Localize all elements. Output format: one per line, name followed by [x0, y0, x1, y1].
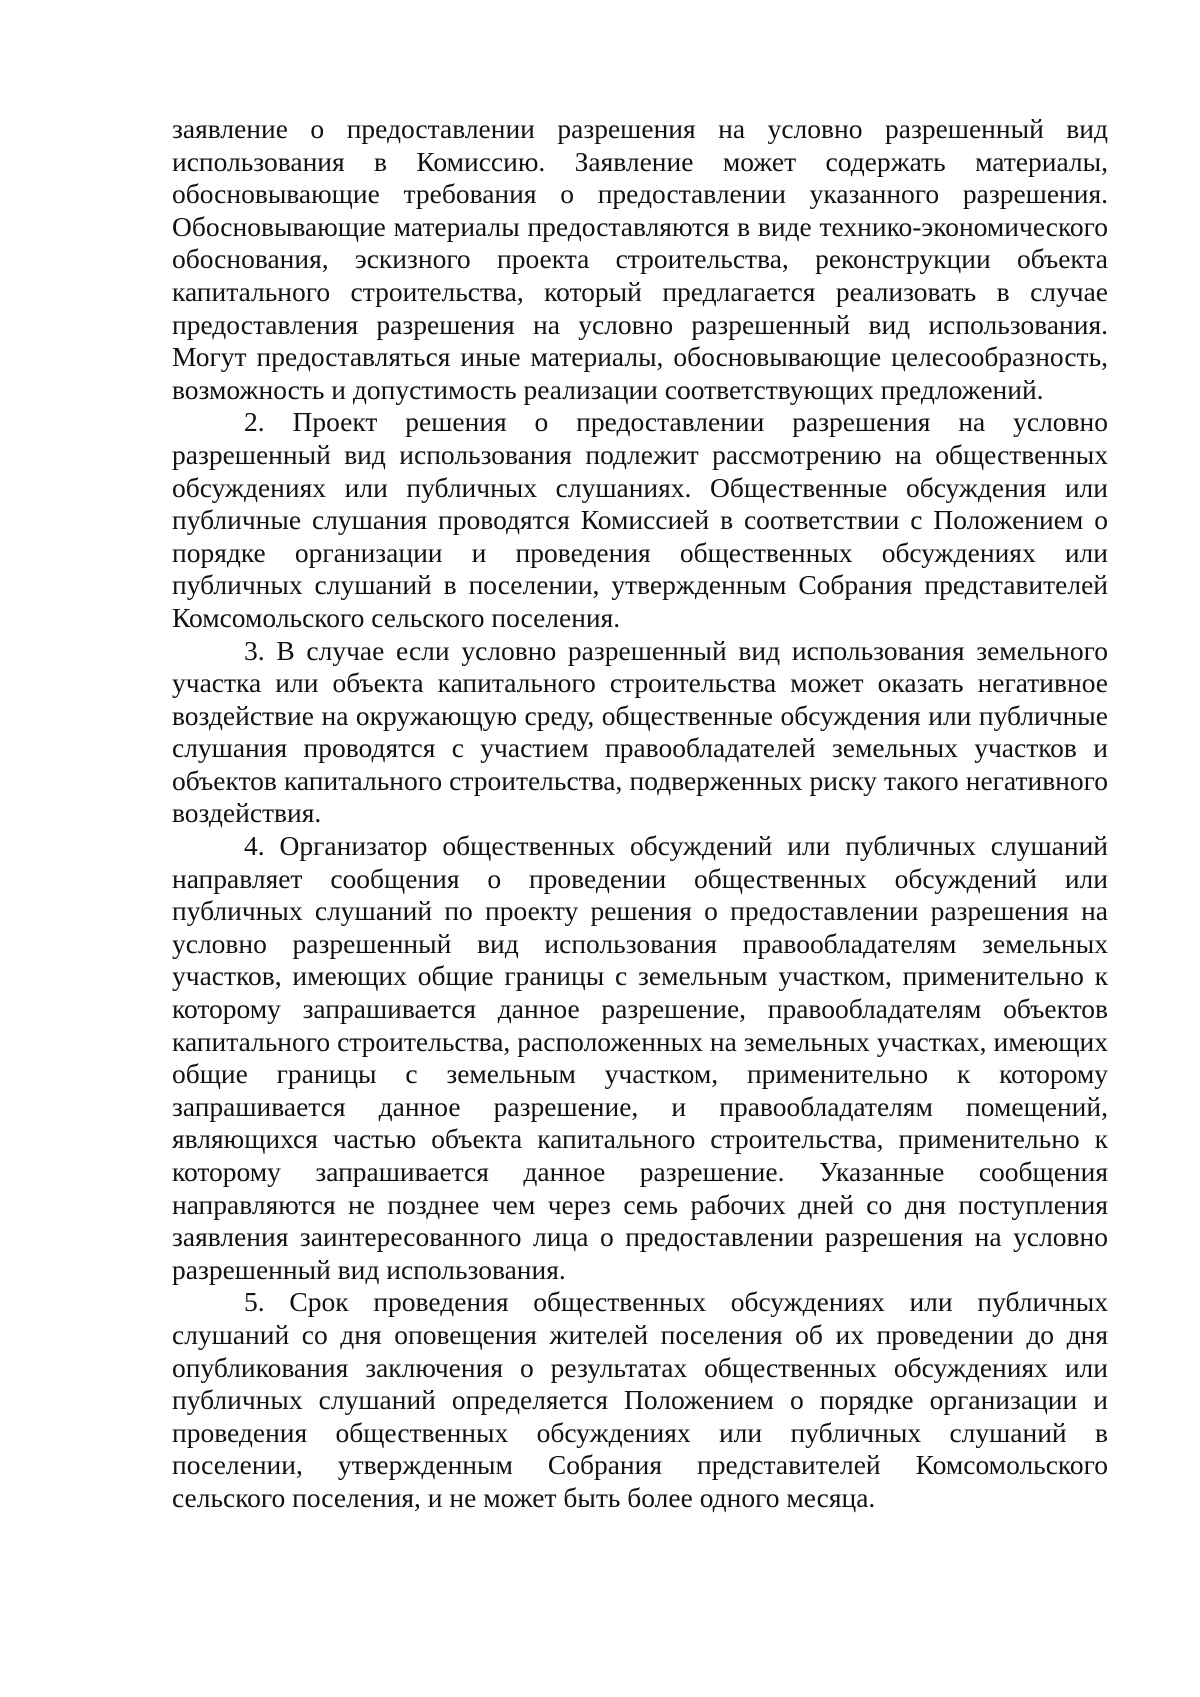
paragraph-item-5: 5. Срок проведения общественных обсуждениях или публичных слушаний со дня оповещения жителей поселения об их проведении до дня опубликования заключения о результатах общественных обсуждениях или публичных слушаний определяется Положением о порядке организации и проведения общественных обсуждениях или публичных слушаний в поселении, утвержденным Собрания представителей Комсомольского сельского поселения, и не может быть более одного месяца. [172, 1286, 1108, 1513]
paragraph-continuation: заявление о предоставлении разрешения на условно разрешенный вид использования в Комиссию. Заявление может содержать материалы, обосновывающие требования о предоставлении указанного разрешения. Обосновывающие материалы предоставляются в виде технико-экономического обоснования, эскизного проекта строительства, реконструкции объекта капитального строительства, который предлагается реализовать в случае предоставления разрешения на условно разрешенный вид использования. Могут предоставляться иные материалы, обосновывающие целесообразность, возможность и допустимость реализации соответствующих предложений. [172, 113, 1108, 405]
document-body [172, 113, 1108, 1515]
paragraph-item-3: 3. В случае если условно разрешенный вид использования земельного участка или объекта капитального строительства может оказать негативное воздействие на окружающую среду, общественные обсуждения или публичные слушания проводятся с участием правообладателей земельных участков и объектов капитального строительства, подверженных риску такого негативного воздействия. [172, 634, 1108, 829]
paragraph-item-4: 4. Организатор общественных обсуждений или публичных слушаний направляет сообщения о проведении общественных обсуждений или публичных слушаний по проекту решения о предоставлении разрешения на условно разрешенный вид использования правообладателям земельных участков, имеющих общие границы с земельным участком, применительно к которому запрашивается данное разрешение, правообладателям объектов капитального строительства, расположенных на земельных участках, имеющих общие границы с земельным участком, применительно к которому запрашивается данное разрешение, и правообладателям помещений, являющихся частью объекта капитального строительства, применительно к которому запрашивается данное разрешение. Указанные сообщения направляются не позднее чем через семь рабочих дней со дня поступления заявления заинтересованного лица о предоставлении разрешения на условно разрешенный вид использования. [172, 830, 1108, 1285]
paragraph-item-2: 2. Проект решения о предоставлении разрешения на условно разрешенный вид использования подлежит рассмотрению на общественных обсуждениях или публичных слушаниях. Общественные обсуждения или публичные слушания проводятся Комиссией в соответствии с Положением о порядке организации и проведения общественных обсуждениях или публичных слушаний в поселении, утвержденным Собрания представителей Комсомольского сельского поселения. [172, 406, 1108, 633]
